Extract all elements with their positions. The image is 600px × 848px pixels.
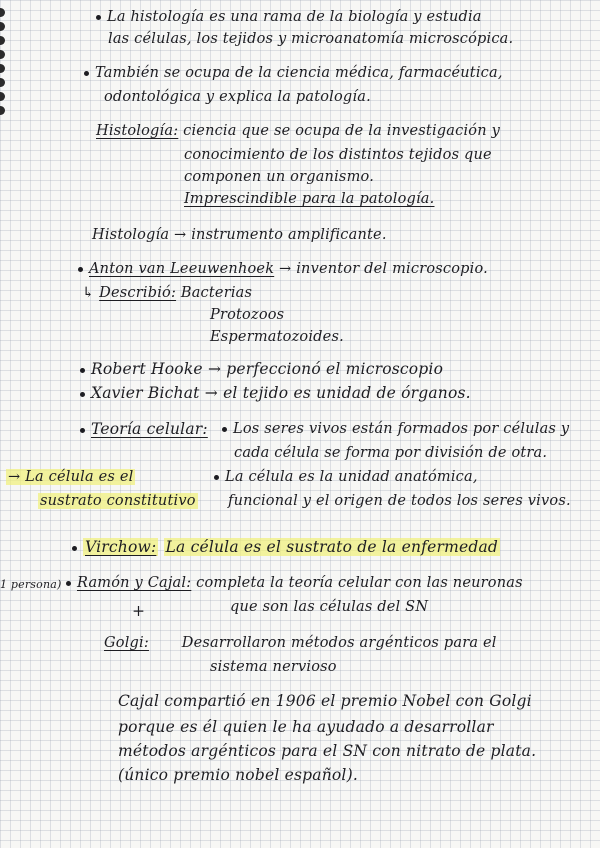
note-line	[92, 226, 387, 244]
note-text: Desarrollaron métodos argénticos para el	[181, 635, 497, 651]
note-text: métodos argénticos para el SN con nitrato de plata.	[118, 742, 537, 760]
highlighted-text: La célula es el sustrato de la enfermedad	[165, 538, 499, 556]
note-line	[118, 766, 358, 784]
note-text: conocimiento de los distintos tejidos que	[184, 147, 492, 163]
note-text: las células, los tejidos y microanatomía microscópica.	[108, 31, 514, 47]
arrow-icon: →	[279, 261, 292, 277]
note-text: completa la teoría celular con las neuronas	[196, 575, 523, 591]
bullet	[78, 267, 83, 272]
note-text: (único premio nobel español).	[118, 766, 358, 784]
note-text: Describió:	[99, 285, 177, 301]
note-text: el tejido es unidad de órganos.	[223, 384, 471, 402]
note-line	[82, 284, 252, 302]
arrow-icon: →	[207, 360, 222, 378]
note-line	[230, 598, 428, 616]
bullet	[80, 368, 85, 373]
note-text: funcional y el origen de todos los seres vivos.	[228, 493, 571, 509]
note-text: 1 persona)	[0, 578, 62, 591]
definition-label: Histología:	[96, 123, 179, 139]
note-line	[72, 538, 500, 556]
note-text: inventor del microscopio.	[296, 261, 488, 277]
binding-ring	[0, 64, 5, 73]
note-line	[234, 444, 547, 462]
note-text: También se ocupa de la ciencia médica, farmacéutica,	[95, 65, 503, 81]
highlighted-text: → La célula es el	[8, 469, 134, 485]
note-text: Imprescindible para la patología.	[184, 191, 435, 207]
note-text: que son las células del SN	[230, 599, 429, 615]
binding-ring	[0, 22, 5, 31]
note-text: Golgi:	[104, 635, 149, 651]
note-line	[108, 30, 513, 48]
note-line	[96, 122, 500, 140]
bullet	[66, 581, 71, 586]
note-text: componen un organismo.	[184, 169, 375, 185]
plus-icon: +	[132, 602, 146, 620]
note-line	[66, 574, 523, 592]
note-line	[80, 384, 471, 402]
note-line	[184, 146, 492, 164]
bullet	[96, 15, 101, 20]
note-line	[96, 8, 482, 26]
note-text: Cajal compartió en 1906 el premio Nobel con Golgi	[118, 692, 532, 710]
note-text: Ramón y Cajal:	[77, 575, 192, 591]
note-text: Robert Hooke	[91, 360, 203, 378]
note-line	[222, 420, 569, 438]
note-line	[214, 468, 478, 486]
note-text: instrumento amplificante.	[191, 227, 387, 243]
binding-ring	[0, 50, 5, 59]
note-line	[118, 742, 536, 760]
note-line	[210, 328, 344, 346]
note-text: Anton van Leeuwenhoek	[89, 261, 275, 277]
note-text: Protozoos	[210, 307, 285, 323]
note-text: odontológica y explica la patología.	[104, 89, 371, 105]
note-text: Teoría celular:	[91, 420, 208, 438]
note-text: Los seres vivos están formados por células y	[233, 421, 570, 437]
notebook-binding	[0, 0, 8, 848]
bullet	[222, 427, 227, 432]
note-line	[104, 634, 497, 652]
note-text: La célula es la unidad anatómica,	[225, 469, 478, 485]
note-line	[132, 602, 145, 620]
note-line	[210, 306, 284, 324]
arrow-icon: ↳	[82, 285, 95, 301]
note-text: Xavier Bichat	[91, 384, 200, 402]
note-line	[0, 576, 62, 594]
note-text: Histología	[92, 227, 170, 243]
highlighted-text: sustrato constitutivo	[40, 493, 196, 509]
note-text: Espermatozoides.	[210, 329, 344, 345]
note-line	[78, 260, 488, 278]
bullet	[84, 71, 89, 76]
note-line	[104, 88, 371, 106]
note-line	[80, 420, 208, 438]
arrow-icon: →	[204, 384, 218, 402]
note-line	[84, 64, 503, 82]
note-line	[228, 492, 571, 510]
note-line	[118, 692, 532, 710]
note-text: porque es él quien le ha ayudado a desarrollar	[118, 718, 494, 736]
bullet	[214, 475, 219, 480]
highlighted-text: Virchow:	[85, 538, 157, 556]
arrow-icon: →	[174, 227, 187, 243]
binding-ring	[0, 106, 5, 115]
bullet	[80, 392, 85, 397]
binding-ring	[0, 92, 5, 101]
note-text: ciencia que se ocupa de la investigación y	[183, 123, 500, 139]
bullet	[80, 428, 85, 433]
note-text: La histología es una rama de la biología y estudia	[107, 9, 482, 25]
note-line	[210, 658, 337, 676]
note-text: sistema nervioso	[210, 659, 337, 675]
note-line	[184, 168, 374, 186]
bullet	[72, 546, 77, 551]
note-line	[118, 718, 494, 736]
note-line	[38, 492, 198, 510]
binding-ring	[0, 8, 5, 17]
binding-ring	[0, 36, 5, 45]
note-text: cada célula se forma por división de otra.	[234, 445, 548, 461]
note-line	[184, 190, 434, 208]
binding-ring	[0, 78, 5, 87]
note-line	[80, 360, 443, 378]
note-text: perfeccionó el microscopio	[226, 360, 444, 378]
note-text: Bacterias	[180, 285, 253, 301]
note-line	[6, 468, 135, 486]
